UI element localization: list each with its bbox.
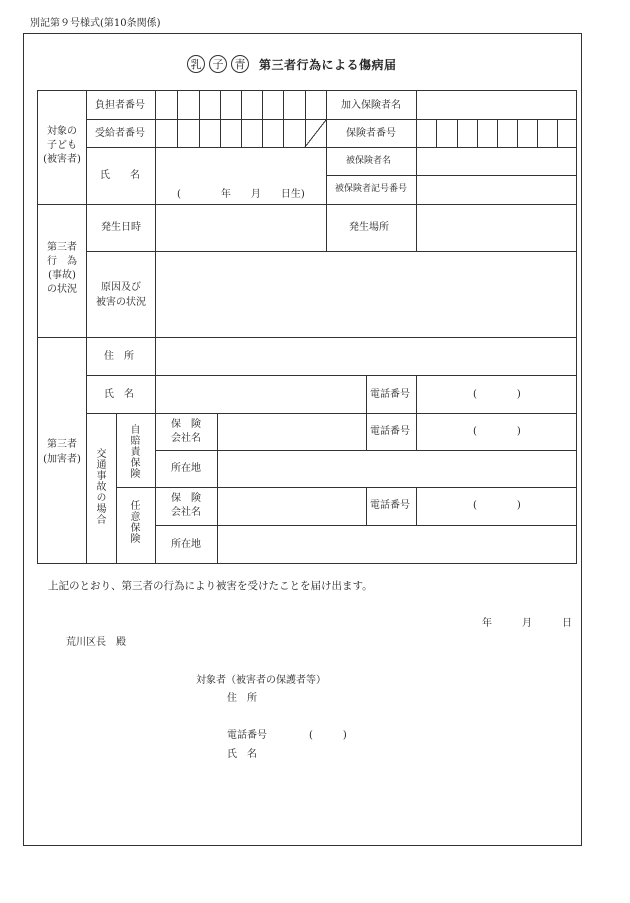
form-number-caption: 別記第９号様式(第10条関係): [30, 18, 161, 29]
circle-mark-ko: 子: [209, 55, 227, 73]
addressee-mayor: 荒川区長 殿: [66, 637, 126, 648]
cause-damage-label: 原因及び 被害の状況: [96, 282, 146, 308]
circle-mark-nyu: 乳: [187, 55, 205, 73]
child-section-label: 対象の 子ども (被害者): [43, 126, 81, 165]
insurer-number-label: 保険者番号: [346, 128, 396, 139]
applicant-label: 対象者（被害者の保護者等）: [196, 675, 326, 686]
third-party-section-label: 第三者 (加害者): [43, 439, 81, 465]
voluntary-phone-parens: ( ): [473, 500, 521, 511]
insured-name-label: 被保険者名: [346, 156, 392, 166]
title-text: 第三者行為による傷病届: [259, 57, 397, 72]
compulsory-phone-label: 電話番号: [370, 426, 410, 437]
compulsory-location-label: 所在地: [171, 463, 201, 474]
applicant-name-label: 氏 名: [227, 749, 257, 760]
traffic-accident-label: 交通事故の場合: [94, 448, 105, 525]
burden-number-label: 負担者番号: [95, 100, 145, 111]
recipient-number-label: 受給者番号: [95, 128, 145, 139]
compulsory-insurer-company-label: 保 険 会社名: [171, 419, 201, 444]
occurrence-place-label: 発生場所: [349, 222, 389, 233]
applicant-phone-parens: ( ): [309, 730, 347, 741]
third-party-phone-label: 電話番号: [370, 389, 410, 400]
submission-date: 年 月 日: [482, 618, 572, 629]
applicant-address-label: 住 所: [227, 693, 257, 704]
third-party-name-label: 氏 名: [104, 389, 134, 400]
insurance-name-label: 加入保険者名: [341, 100, 401, 111]
voluntary-phone-label: 電話番号: [370, 500, 410, 511]
child-name-label: 氏 名: [100, 170, 140, 181]
accident-section-label: 第三者 行 為 (事故) の状況: [47, 242, 77, 295]
voluntary-location-label: 所在地: [171, 539, 201, 550]
occurrence-date-label: 発生日時: [101, 222, 141, 233]
voluntary-insurance-label: 任意保険: [128, 500, 139, 544]
third-party-address-label: 住 所: [104, 351, 134, 362]
applicant-phone-label: 電話番号: [227, 730, 267, 741]
insured-symbol-number-label: 被保険者記号番号: [335, 184, 408, 194]
third-party-phone-parens: ( ): [473, 389, 521, 400]
compulsory-phone-parens: ( ): [473, 426, 521, 437]
birth-date-placeholder: ( 年 月 日生): [177, 189, 305, 200]
compulsory-insurance-label: 自賠責保険: [128, 424, 139, 479]
declaration-statement: 上記のとおり、第三者の行為により被害を受けたことを届け出ます。: [48, 580, 373, 592]
voluntary-insurer-company-label: 保 険 会社名: [171, 493, 201, 518]
circle-mark-sei: 青: [231, 55, 249, 73]
